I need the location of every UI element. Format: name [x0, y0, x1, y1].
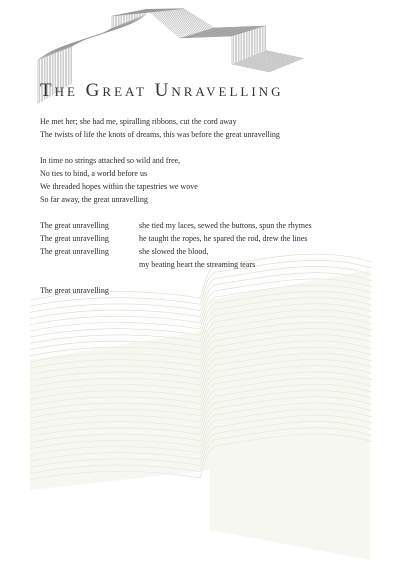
stanza3-row-1 [40, 219, 312, 232]
poem-body [40, 115, 312, 297]
stanza3-row-3 [40, 245, 312, 258]
refrain-text: my beating heart the streaming tears [139, 260, 256, 269]
stanza2-line-2: No ties to bind, a world before us [40, 169, 148, 178]
stanza2-line-3: We threaded hopes within the tapestries we wove [40, 182, 198, 191]
poem-title: The Great Unravelling [40, 80, 284, 101]
stanza2-line-1: In time no strings attached so wild and free, [40, 156, 181, 165]
gray-ribbon-line [72, 9, 304, 84]
refrain-text: she slowed the blood, [139, 247, 209, 256]
gray-ribbon-line [70, 9, 302, 85]
stanza1-line-1: He met her; she had me, spiralling ribbons, cut the cord away [40, 117, 237, 126]
refrain-label [40, 258, 139, 271]
stanza1-line-2: The twists of life the knots of dreams, this was before the great unravelling [40, 130, 280, 139]
refrain-text: he taught the ropes, he spared the rod, drew the lines [139, 234, 308, 243]
closing-line: The great unravelling [40, 286, 109, 295]
refrain-text: she tied my laces, sewed the buttons, spun the rhymes [139, 221, 312, 230]
refrain-label: The great unravelling [40, 221, 109, 230]
refrain-label: The great unravelling [40, 234, 109, 243]
stanza2-line-4: So far away, the great unravelling [40, 195, 148, 204]
refrain-label: The great unravelling [40, 247, 109, 256]
stanza3-row-2 [40, 232, 312, 245]
green-ribbon-fill [30, 270, 370, 560]
stanza3-row-4 [40, 258, 312, 271]
